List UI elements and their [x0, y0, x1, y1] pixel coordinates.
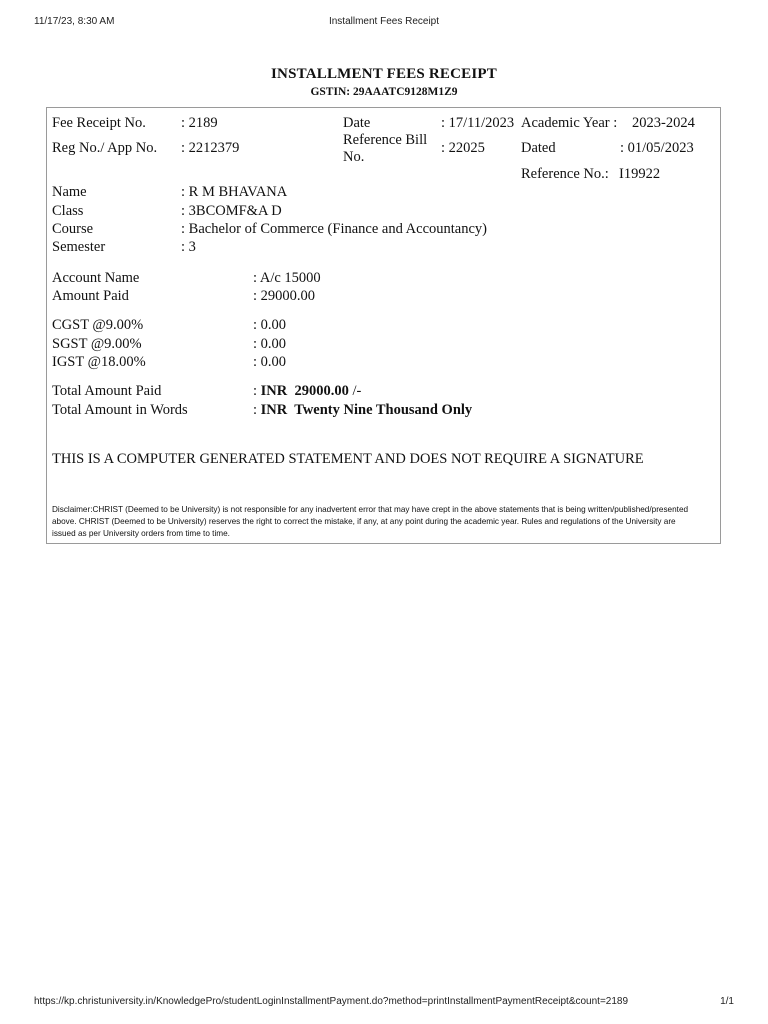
reference-no-label: Reference No.:: [521, 166, 609, 182]
account-name-value: : A/c 15000: [253, 270, 321, 286]
total-amount-paid-label: Total Amount Paid: [52, 383, 162, 399]
cgst-value: : 0.00: [253, 317, 287, 333]
reference-bill-label-line2: No.: [343, 149, 365, 165]
semester-label: Semester: [52, 239, 106, 255]
total-amount-words-value: [253, 402, 472, 419]
course-value: : Bachelor of Commerce (Finance and Accountancy): [181, 221, 487, 237]
print-page-title: Installment Fees Receipt: [328, 16, 440, 27]
academic-year-label: Academic Year :: [521, 115, 618, 131]
total-amount-paid-amount: INR 29000.00: [260, 383, 349, 399]
receipt-box: [46, 107, 721, 544]
print-url: https://kp.christuniversity.in/KnowledgePro/studentLoginInstallmentPayment.do?method=printInstallmentPaymentReceipt&count=2189: [34, 996, 629, 1007]
class-value: : 3BCOMF&A D: [181, 203, 282, 219]
course-label: Course: [52, 221, 94, 237]
gstin: GSTIN: 29AAATC9128M1Z9: [310, 86, 458, 98]
total-amount-words-text: INR Twenty Nine Thousand Only: [260, 402, 473, 418]
amount-paid-label: Amount Paid: [52, 288, 129, 304]
date-value: : 17/11/2023: [441, 115, 515, 131]
total-amount-paid-prefix: :: [253, 383, 261, 399]
print-footer: [34, 996, 734, 1010]
dated-value: : 01/05/2023: [620, 140, 694, 156]
reference-no-value: I19922: [619, 166, 661, 182]
cgst-label: CGST @9.00%: [52, 317, 144, 333]
reference-bill-value: : 22025: [441, 140, 485, 156]
academic-year-value: 2023-2024: [632, 115, 695, 131]
amount-paid-value: : 29000.00: [253, 288, 316, 304]
page-number: 1/1: [720, 996, 734, 1007]
account-name-label: Account Name: [52, 270, 140, 286]
reg-no-label: Reg No./ App No.: [52, 140, 158, 156]
receipt-title: INSTALLMENT FEES RECEIPT: [271, 66, 497, 82]
sgst-label: SGST @9.00%: [52, 336, 142, 352]
sgst-value: : 0.00: [253, 336, 287, 352]
class-label: Class: [52, 203, 84, 219]
total-amount-words-prefix: :: [253, 402, 261, 418]
igst-label: IGST @18.00%: [52, 354, 146, 370]
name-value: : R M BHAVANA: [181, 184, 288, 200]
reference-bill-label-line1: Reference Bill: [343, 132, 428, 148]
total-amount-paid-value: [253, 383, 361, 400]
print-header: [34, 16, 734, 30]
computer-generated-notice: THIS IS A COMPUTER GENERATED STATEMENT AND DOES NOT REQUIRE A SIGNATURE: [52, 451, 644, 467]
print-datetime: 11/17/23, 8:30 AM: [34, 16, 115, 27]
total-amount-words-label: Total Amount in Words: [52, 402, 188, 418]
igst-value: : 0.00: [253, 354, 287, 370]
fee-receipt-no-label: Fee Receipt No.: [52, 115, 146, 131]
fee-receipt-no-value: : 2189: [181, 115, 218, 131]
reg-no-value: : 2212379: [181, 140, 240, 156]
semester-value: : 3: [181, 239, 196, 255]
dated-label: Dated: [521, 140, 556, 156]
total-amount-paid-suffix: /-: [348, 383, 362, 399]
date-label: Date: [343, 115, 371, 131]
disclaimer: Disclaimer:CHRIST (Deemed to be University) is not responsible for any inadvertent error that may have crept in the above statements that is being written/published/presented above. CHRIST (Deemed to be University) reserves the right to correct the mistake, if any, at any point during the academic year. Rules and regulations of the University are issued as per University orders from time to time.: [52, 505, 689, 538]
name-label: Name: [52, 184, 87, 200]
